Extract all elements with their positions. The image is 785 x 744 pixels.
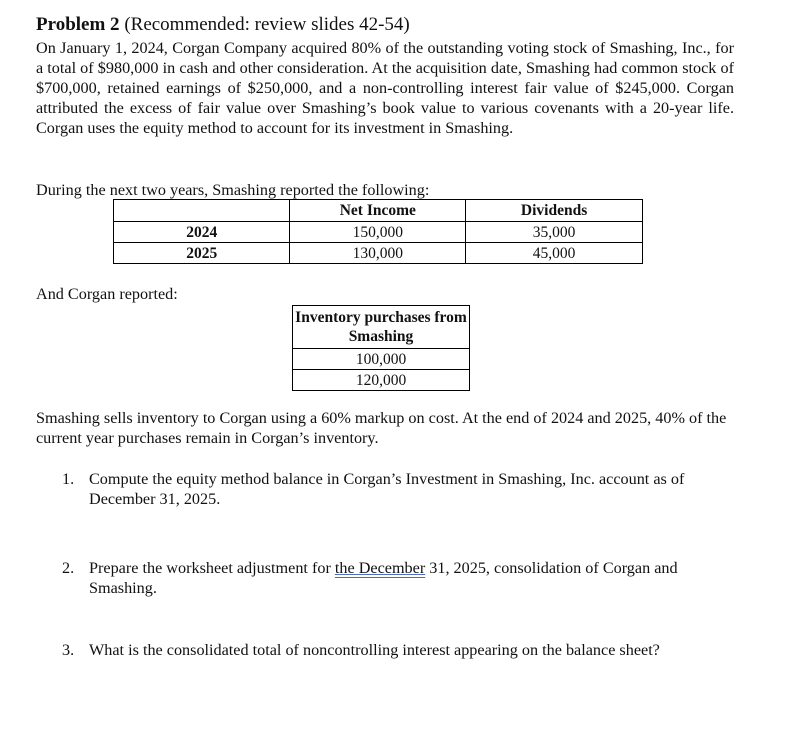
purchase-cell: 100,000 — [293, 349, 470, 370]
net-income-cell: 150,000 — [290, 222, 466, 243]
purchase-cell: 120,000 — [355, 371, 407, 389]
dividends-cell: 45,000 — [532, 244, 576, 262]
table-header-dividends: Dividends — [466, 200, 643, 222]
table-header-blank — [114, 200, 290, 222]
acquisition-paragraph: On January 1, 2024, Corgan Company acquired 80% of the outstanding voting stock of Smashing, Inc., for a total of $980,000 in cash and other consideration. At the acquisition date, Smashing had common stock of $700,000, retained earnings of $250,000, and a non-controlling interest fair value of $245,000. Corgan attributed the excess of fair value over Smashing’s book value to various covenants with a 20-year life. Corgan uses the equity method to account for its investment in Smashing. — [36, 39, 734, 137]
smashing-results-table — [113, 199, 643, 264]
question-text — [89, 558, 732, 598]
year-cell: 2025 — [114, 243, 290, 264]
question-2 — [62, 558, 732, 598]
question-text-start: Prepare the worksheet adjustment for — [89, 559, 335, 577]
table-row — [114, 222, 643, 243]
year-cell: 2024 — [114, 222, 290, 243]
table-row — [293, 370, 470, 391]
corgan-purchases-table — [292, 305, 470, 391]
table-header-row — [293, 306, 470, 349]
table-header-row — [114, 200, 643, 222]
question-text: Compute the equity method balance in Corgan’s Investment in Smashing, Inc. account as of December 31, 2025. — [89, 470, 685, 508]
problem-number: Problem 2 — [36, 14, 120, 35]
question-number: 2. — [62, 559, 75, 577]
question-text-end: 31, 2025, consolidation of Corgan and Smashing. — [89, 559, 678, 597]
question-1 — [62, 469, 732, 509]
problem-title — [36, 14, 410, 36]
smashing-intro: During the next two years, Smashing reported the following: — [36, 181, 430, 199]
problem-subtitle: (Recommended: review slides 42-54) — [119, 14, 410, 35]
markup-paragraph: Smashing sells inventory to Corgan using a 60% markup on cost. At the end of 2024 and 2025, 40% of the current year purchases remain in Corgan’s inventory. — [36, 409, 727, 447]
dividends-cell: 35,000 — [466, 222, 643, 243]
question-number: 1. — [62, 470, 75, 488]
table-header-net-income: Net Income — [290, 200, 466, 222]
table-header-inventory-purchases: Inventory purchases from Smashing — [293, 306, 470, 349]
table-row — [293, 349, 470, 370]
question-number: 3. — [62, 641, 75, 659]
table-row — [114, 243, 643, 264]
net-income-cell: 130,000 — [290, 243, 466, 264]
grammar-underlined-phrase: the December — [334, 559, 426, 577]
corgan-intro: And Corgan reported: — [36, 285, 178, 303]
question-text: What is the consolidated total of noncontrolling interest appearing on the balance sheet? — [89, 641, 660, 659]
question-3 — [62, 640, 732, 660]
